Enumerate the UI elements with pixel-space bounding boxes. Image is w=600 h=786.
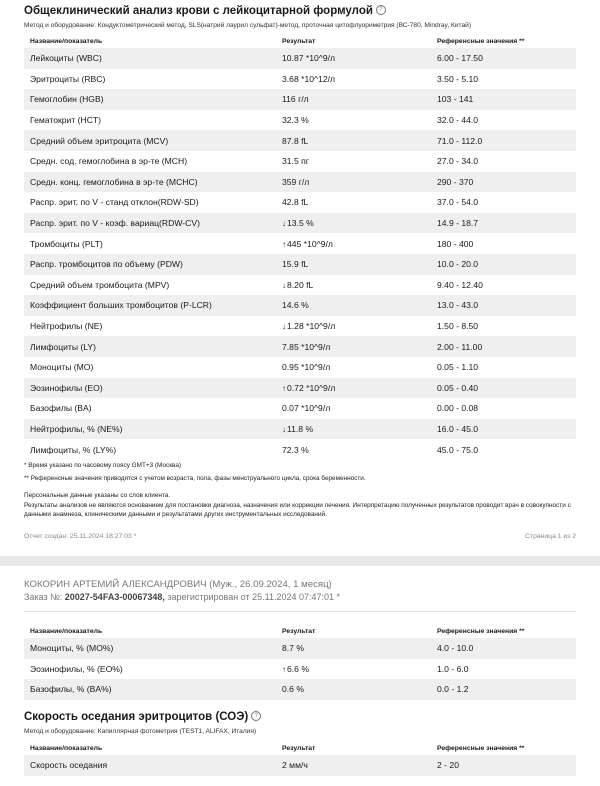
test-name: Моноциты (MO) <box>30 362 94 373</box>
test-name: Базофилы (BA) <box>30 403 92 414</box>
result-value: 14.6 % <box>282 300 309 311</box>
test-result <box>276 69 431 90</box>
reference-range: 27.0 - 34.0 <box>437 156 479 167</box>
test-name: Тромбоциты (PLT) <box>30 238 103 249</box>
method-text: Метод и оборудование: Кондуктометрический метод, SLS(натрий лаурил сульфат)-метод, проточная цитофлуориметрия (ВС-780, Mindray, Китай) <box>24 22 472 29</box>
reference-range: 9.40 - 12.40 <box>437 279 483 290</box>
reference-range: 6.00 - 17.50 <box>431 48 576 69</box>
test-result <box>276 295 431 316</box>
test-result <box>276 378 431 399</box>
test-result <box>276 213 431 234</box>
arrow-up-icon: ↑ <box>282 239 286 249</box>
column-header-name: Название/показатель <box>30 627 103 635</box>
test-name: Скорость оседания <box>24 755 276 776</box>
reference-range: 180 - 400 <box>437 238 474 249</box>
test-result <box>276 151 431 172</box>
result-value: 359 г/л <box>282 176 310 187</box>
result-value: 8.7 % <box>282 643 304 654</box>
reference-range: 13.0 - 43.0 <box>431 295 576 316</box>
reference-range: 14.9 - 18.7 <box>431 213 576 234</box>
table-row <box>24 316 576 337</box>
reference-range: 71.0 - 112.0 <box>431 130 576 151</box>
column-header-result: Результат <box>282 744 316 752</box>
result-value: 0.72 *10^9/л <box>287 382 336 393</box>
result-value: 8.20 fL <box>287 279 314 290</box>
test-name: Эозинофилы, % (EO%) <box>30 663 123 674</box>
arrow-down-icon: ↓ <box>282 219 286 229</box>
test-name: Гематокрит (HCT) <box>30 115 102 126</box>
result-value: 42.8 fL <box>282 197 309 208</box>
table-row <box>24 192 576 213</box>
test-result <box>276 172 431 193</box>
reference-range: 32.0 - 44.0 <box>437 115 479 126</box>
section-title-cbc: Общеклинический анализ крови с лейкоцитарной формулой ? <box>24 5 386 17</box>
result-value: 15.9 fL <box>282 259 309 270</box>
test-result <box>276 130 431 151</box>
result-value: 7.85 *10^9/л <box>282 341 331 352</box>
table-row <box>24 213 576 234</box>
result-value: 0.95 *10^9/л <box>282 362 331 373</box>
test-name: Средн. сод. гемоглобина в эр-те (MCH) <box>30 156 188 167</box>
table-row <box>24 130 576 151</box>
test-result <box>276 679 431 700</box>
order-number: 20027-54FA3-00067348, <box>64 592 165 602</box>
column-header-reference: Референсные значения ** <box>437 744 525 752</box>
test-name: Средний объем тромбоцита (MPV) <box>30 279 170 290</box>
reference-range: 0.05 - 1.10 <box>437 362 479 373</box>
test-name: Базофилы, % (BA%) <box>24 679 276 700</box>
arrow-up-icon: ↑ <box>282 383 286 393</box>
result-value: 31.5 пг <box>282 156 309 167</box>
patient-info: КОКОРИН АРТЕМИЙ АЛЕКСАНДРОВИЧ (Муж., 26.09.2024, 1 месяц) <box>24 579 332 590</box>
table-row <box>24 172 576 193</box>
test-name: Эозинофилы (EO) <box>24 378 276 399</box>
results-table-esr <box>24 741 576 776</box>
test-name: Распр. тромбоцитов по объему (PDW) <box>24 254 276 275</box>
footnote-time: * Время указано по часовому поясу GMT+3 (Москва) <box>24 462 182 469</box>
table-row <box>24 398 576 419</box>
test-result <box>276 192 431 213</box>
result-value: 3.68 *10^12/л <box>282 73 336 84</box>
report-page-2 <box>0 566 600 786</box>
divider <box>24 611 576 612</box>
result-value: 2 мм/ч <box>282 760 308 771</box>
test-result <box>276 638 431 659</box>
test-name: Средний объем эритроцита (MCV) <box>24 130 276 151</box>
table-row <box>24 89 576 110</box>
table-row <box>24 679 576 700</box>
test-result <box>276 398 431 419</box>
test-name: Средн. конц. гемоглобина в эр-те (MCHC) <box>24 172 276 193</box>
table-row <box>24 755 576 776</box>
reference-range: 2 - 20 <box>431 755 576 776</box>
result-value: 32.3 % <box>282 115 309 126</box>
table-row <box>24 233 576 254</box>
footnote-reference: ** Референсные значения приводятся с учетом возраста, пола, фазы менструального цикла, срока беременности. <box>24 474 366 482</box>
footnote-disclaimer: Результаты анализов не являются основанием для постановки диагноза, назначения или коррекции лечения. Интерпретацию полученных результатов проводит врач в совокупности с данными анамнеза, клиническими данными и результатами других инструментальных исследований. <box>24 501 571 518</box>
arrow-up-icon: ↑ <box>282 664 286 674</box>
table-row <box>24 69 576 90</box>
reference-range: 0.05 - 0.40 <box>431 378 576 399</box>
column-header-result: Результат <box>282 627 316 635</box>
result-value: 116 г/л <box>282 94 309 105</box>
footnote-personal: Персональные данные указаны со слов клиента. <box>24 492 171 499</box>
reference-range: 4.0 - 10.0 <box>431 638 576 659</box>
order-registered: зарегистрирован от 25.11.2024 07:47:01 * <box>167 592 341 602</box>
order-info <box>24 592 340 602</box>
page-number: Страница 1 из 2 <box>525 533 576 540</box>
reference-range: 37.0 - 54.0 <box>437 197 479 208</box>
reference-range: 290 - 370 <box>431 172 576 193</box>
arrow-down-icon: ↓ <box>282 280 286 290</box>
result-value: 1.28 *10^9/л <box>287 321 336 332</box>
test-result <box>276 439 431 460</box>
table-row <box>24 638 576 659</box>
test-result <box>276 48 431 69</box>
test-name: Гемоглобин (HGB) <box>24 89 276 110</box>
arrow-down-icon: ↓ <box>282 322 286 332</box>
reference-range: 16.0 - 45.0 <box>431 419 576 440</box>
method-text: Метод и оборудование: Капиллярная фотометрия (TEST1, ALIFAX, Италия) <box>24 728 257 735</box>
results-table-cbc <box>24 34 576 460</box>
test-result <box>276 233 431 254</box>
test-result <box>276 316 431 337</box>
test-result <box>276 659 431 680</box>
test-name: Лимфоциты, % (LY%) <box>30 444 117 455</box>
test-name: Эритроциты (RBC) <box>30 73 106 84</box>
result-value: 0.6 % <box>282 684 304 695</box>
result-value: 0.07 *10^9/л <box>282 403 331 414</box>
test-result <box>276 755 431 776</box>
test-name: Моноциты, % (MO%) <box>24 638 276 659</box>
reference-range: 1.0 - 6.0 <box>437 663 469 674</box>
reference-range: 10.0 - 20.0 <box>431 254 576 275</box>
result-value: 11.8 % <box>287 423 314 434</box>
help-icon[interactable]: ? <box>376 5 386 15</box>
column-header-reference: Референсные значения ** <box>437 627 525 635</box>
test-result <box>276 89 431 110</box>
test-name: Лимфоциты (LY) <box>24 336 276 357</box>
test-name: Коэффициент больших тромбоцитов (P-LCR) <box>24 295 276 316</box>
result-value: 13.5 % <box>287 218 314 229</box>
arrow-down-icon: ↓ <box>282 424 286 434</box>
test-result <box>276 254 431 275</box>
column-header-result: Результат <box>282 37 316 45</box>
test-result <box>276 275 431 296</box>
table-row <box>24 275 576 296</box>
table-row <box>24 151 576 172</box>
reference-range: 0.00 - 0.08 <box>437 403 479 414</box>
section-title-esr: Скорость оседания эритроцитов (СОЭ) ? <box>24 711 261 723</box>
table-row <box>24 439 576 460</box>
test-result <box>276 357 431 378</box>
result-value: 87.8 fL <box>282 135 309 146</box>
result-value: 445 *10^9/л <box>287 238 333 249</box>
test-result <box>276 110 431 131</box>
results-table-differential <box>24 624 576 700</box>
reference-range: 0.0 - 1.2 <box>431 679 576 700</box>
reference-range: 103 - 141 <box>431 89 576 110</box>
test-name: Распр. эрит. по V - станд отклон(RDW-SD) <box>30 197 199 208</box>
table-row <box>24 357 576 378</box>
table-row <box>24 659 576 680</box>
reference-range: 2.00 - 11.00 <box>431 336 576 357</box>
table-row <box>24 110 576 131</box>
reference-range: 3.50 - 5.10 <box>437 73 479 84</box>
test-result <box>276 419 431 440</box>
table-row <box>24 48 576 69</box>
column-header-name: Название/показатель <box>30 37 103 45</box>
test-name: Лейкоциты (WBC) <box>24 48 276 69</box>
test-name: Нейтрофилы (NE) <box>30 321 103 332</box>
table-row <box>24 419 576 440</box>
report-created: Отчет создан: 25.11.2024 18:27:03 * <box>24 533 137 540</box>
table-row <box>24 336 576 357</box>
column-header-reference: Референсные значения ** <box>437 37 525 45</box>
result-value: 6.6 % <box>287 663 309 674</box>
table-row <box>24 295 576 316</box>
test-name: Нейтрофилы, % (NE%) <box>24 419 276 440</box>
order-prefix: Заказ №: <box>24 592 63 602</box>
footnotes <box>24 461 576 520</box>
table-row <box>24 254 576 275</box>
result-value: 10.87 *10^9/л <box>282 53 336 64</box>
table-row <box>24 378 576 399</box>
reference-range: 45.0 - 75.0 <box>437 444 479 455</box>
result-value: 72.3 % <box>282 444 309 455</box>
column-header-name: Название/показатель <box>30 744 103 752</box>
test-name: Распр. эрит. по V - коэф. вариац(RDW-CV) <box>24 213 276 234</box>
test-result <box>276 336 431 357</box>
help-icon[interactable]: ? <box>251 711 261 721</box>
reference-range: 1.50 - 8.50 <box>437 321 479 332</box>
